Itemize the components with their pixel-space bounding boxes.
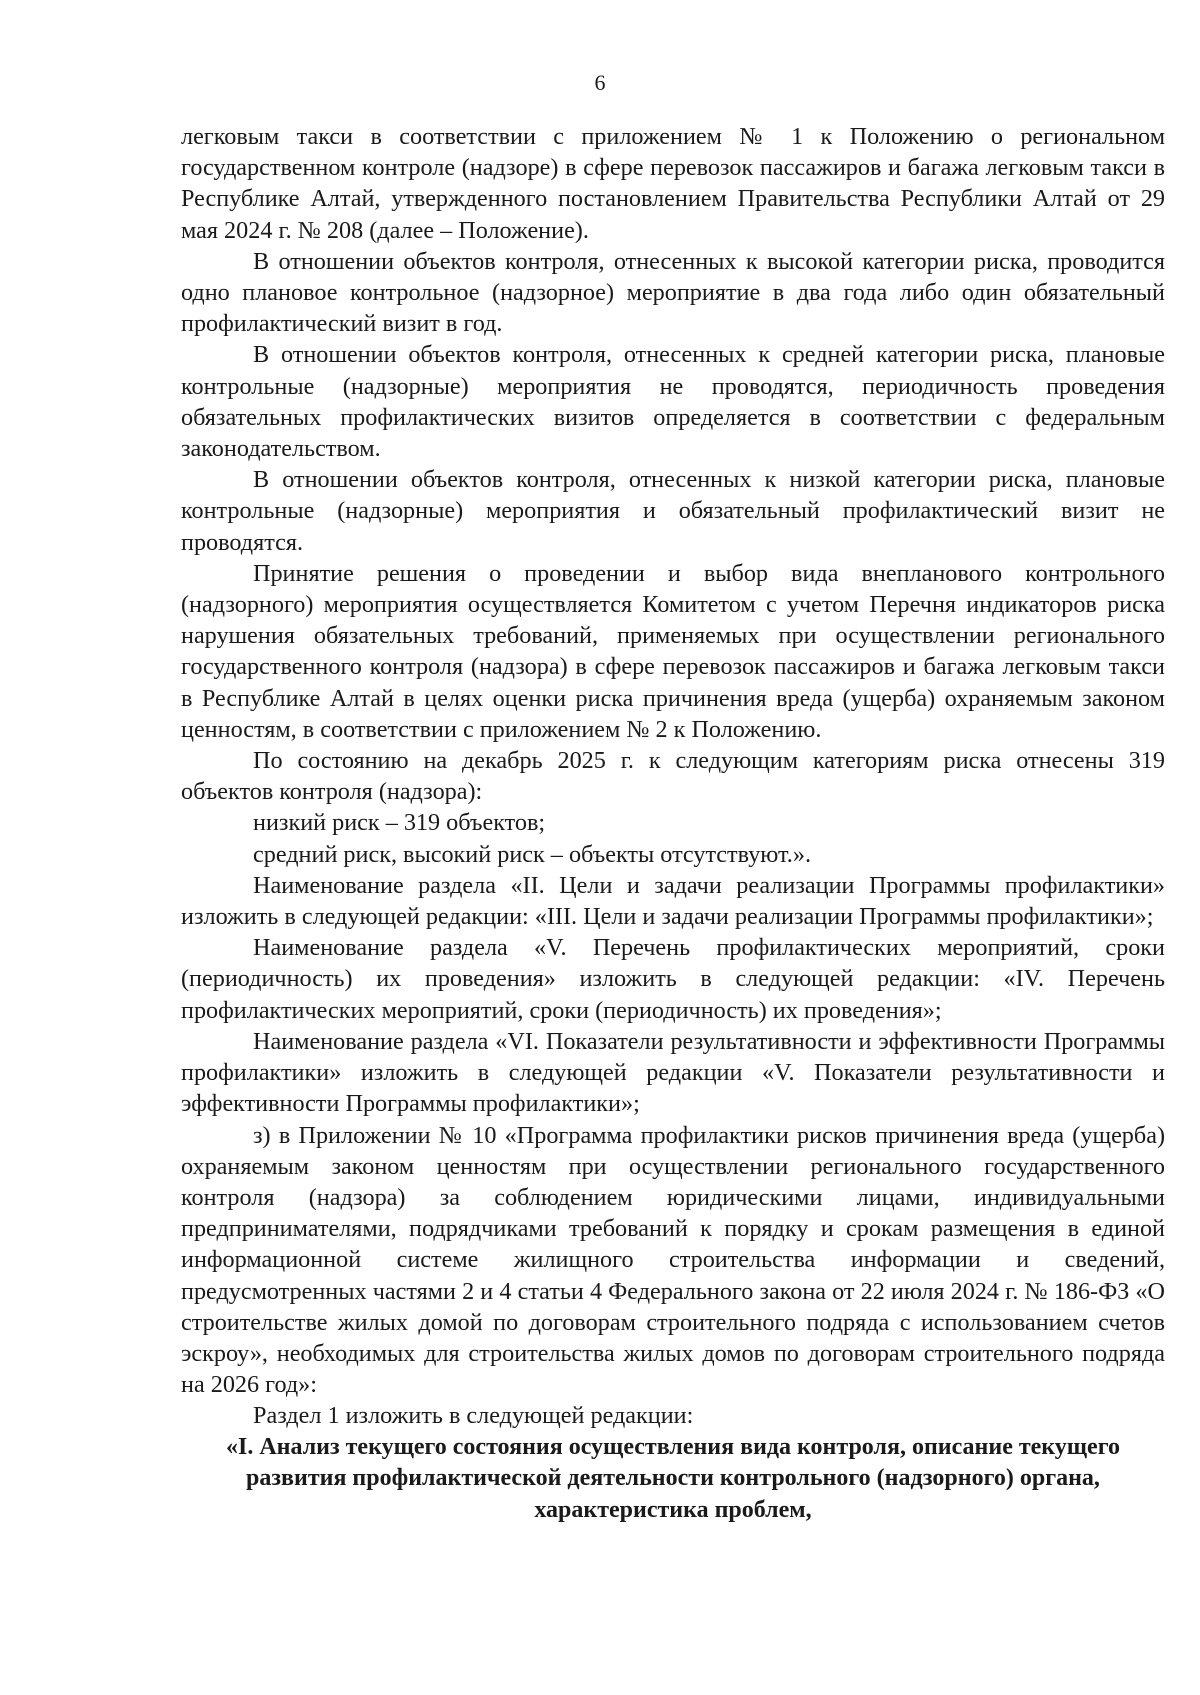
list-item: низкий риск – 319 объектов; [253,809,546,837]
paragraph: В отношении объектов контроля, отнесенных к средней категории риска, плановые контрольные (надзорные) мероприятия не проводятся, периодичность проведения обязательных профилактических визитов определяется в соответствии с федеральным законодательством. [181,341,1165,463]
paragraph: Наименование раздела «II. Цели и задачи реализации Программы профилактики» изложить в следующей редакции: «III. Цели и задачи реализации Программы профилактики»; [181,871,1165,931]
paragraph: Наименование раздела «V. Перечень профилактических мероприятий, сроки (периодичность) их проведения» изложить в следующей редакции: «IV. Перечень профилактических мероприятий, сроки (периодичность) их проведения»; [181,934,1165,1024]
document-body [181,121,1165,1526]
section-heading: «I. Анализ текущего состояния осуществления вида контроля, описание текущего развития профилактической деятельности контрольного (надзорного) органа, характеристика проблем, [225,1433,1120,1523]
paragraph: легковым такси в соответствии с приложением № 1 к Положению о региональном государственном контроле (надзоре) в сфере перевозок пассажиров и багажа легковым такси в Республике Алтай, утвержденного постановлением Правительства Республики Алтай от 29 мая 2024 г. № 208 (далее – Положение). [181,123,1165,244]
paragraph: В отношении объектов контроля, отнесенных к высокой категории риска, проводится одно плановое контрольное (надзорное) мероприятие в два года либо один обязательный профилактический визит в год. [181,247,1165,338]
paragraph: Принятие решения о проведении и выбор вида внепланового контрольного (надзорного) мероприятия осуществляется Комитетом с учетом Перечня индикаторов риска нарушения обязательных требований, применяемых при осуществлении регионального государственного контроля (надзора) в сфере перевозок пассажиров и багажа легковым такси в Республике Алтай в целях оценки риска причинения вреда (ущерба) охраняемым законом ценностям, в соответствии с приложением № 2 к Положению. [181,559,1165,743]
paragraph: По состоянию на декабрь 2025 г. к следующим категориям риска отнесены 319 объектов контроля (надзора): [181,747,1165,806]
paragraph: Раздел 1 изложить в следующей редакции: [253,1402,694,1430]
paragraph: з) в Приложении № 10 «Программа профилактики рисков причинения вреда (ущерба) охраняемым законом ценностям при осуществлении регионального государственного контроля (надзора) за соблюдением юридическими лицами, индивидуальными предпринимателями, подрядчиками требований к порядку и срокам размещения в единой информационной системе жилищного строительства информации и сведений, предусмотренных частями 2 и 4 статьи 4 Федерального закона от 22 июля 2024 г. № 186-ФЗ «О строительстве жилых домой по договорам строительного подряда с использованием счетов эскроу», необходимых для строительства жилых домов по договорам строительного подряда на 2026 год»: [181,1121,1165,1399]
paragraph: Наименование раздела «VI. Показатели результативности и эффективности Программы профилактики» изложить в следующей редакции «V. Показатели результативности и эффективности Программы профилактики»; [181,1027,1165,1118]
list-item: средний риск, высокий риск – объекты отсутствуют.». [253,840,811,868]
paragraph: В отношении объектов контроля, отнесенных к низкой категории риска, плановые контрольные (надзорные) мероприятия и обязательный профилактический визит не проводятся. [181,466,1165,556]
page-number: 6 [594,70,606,95]
